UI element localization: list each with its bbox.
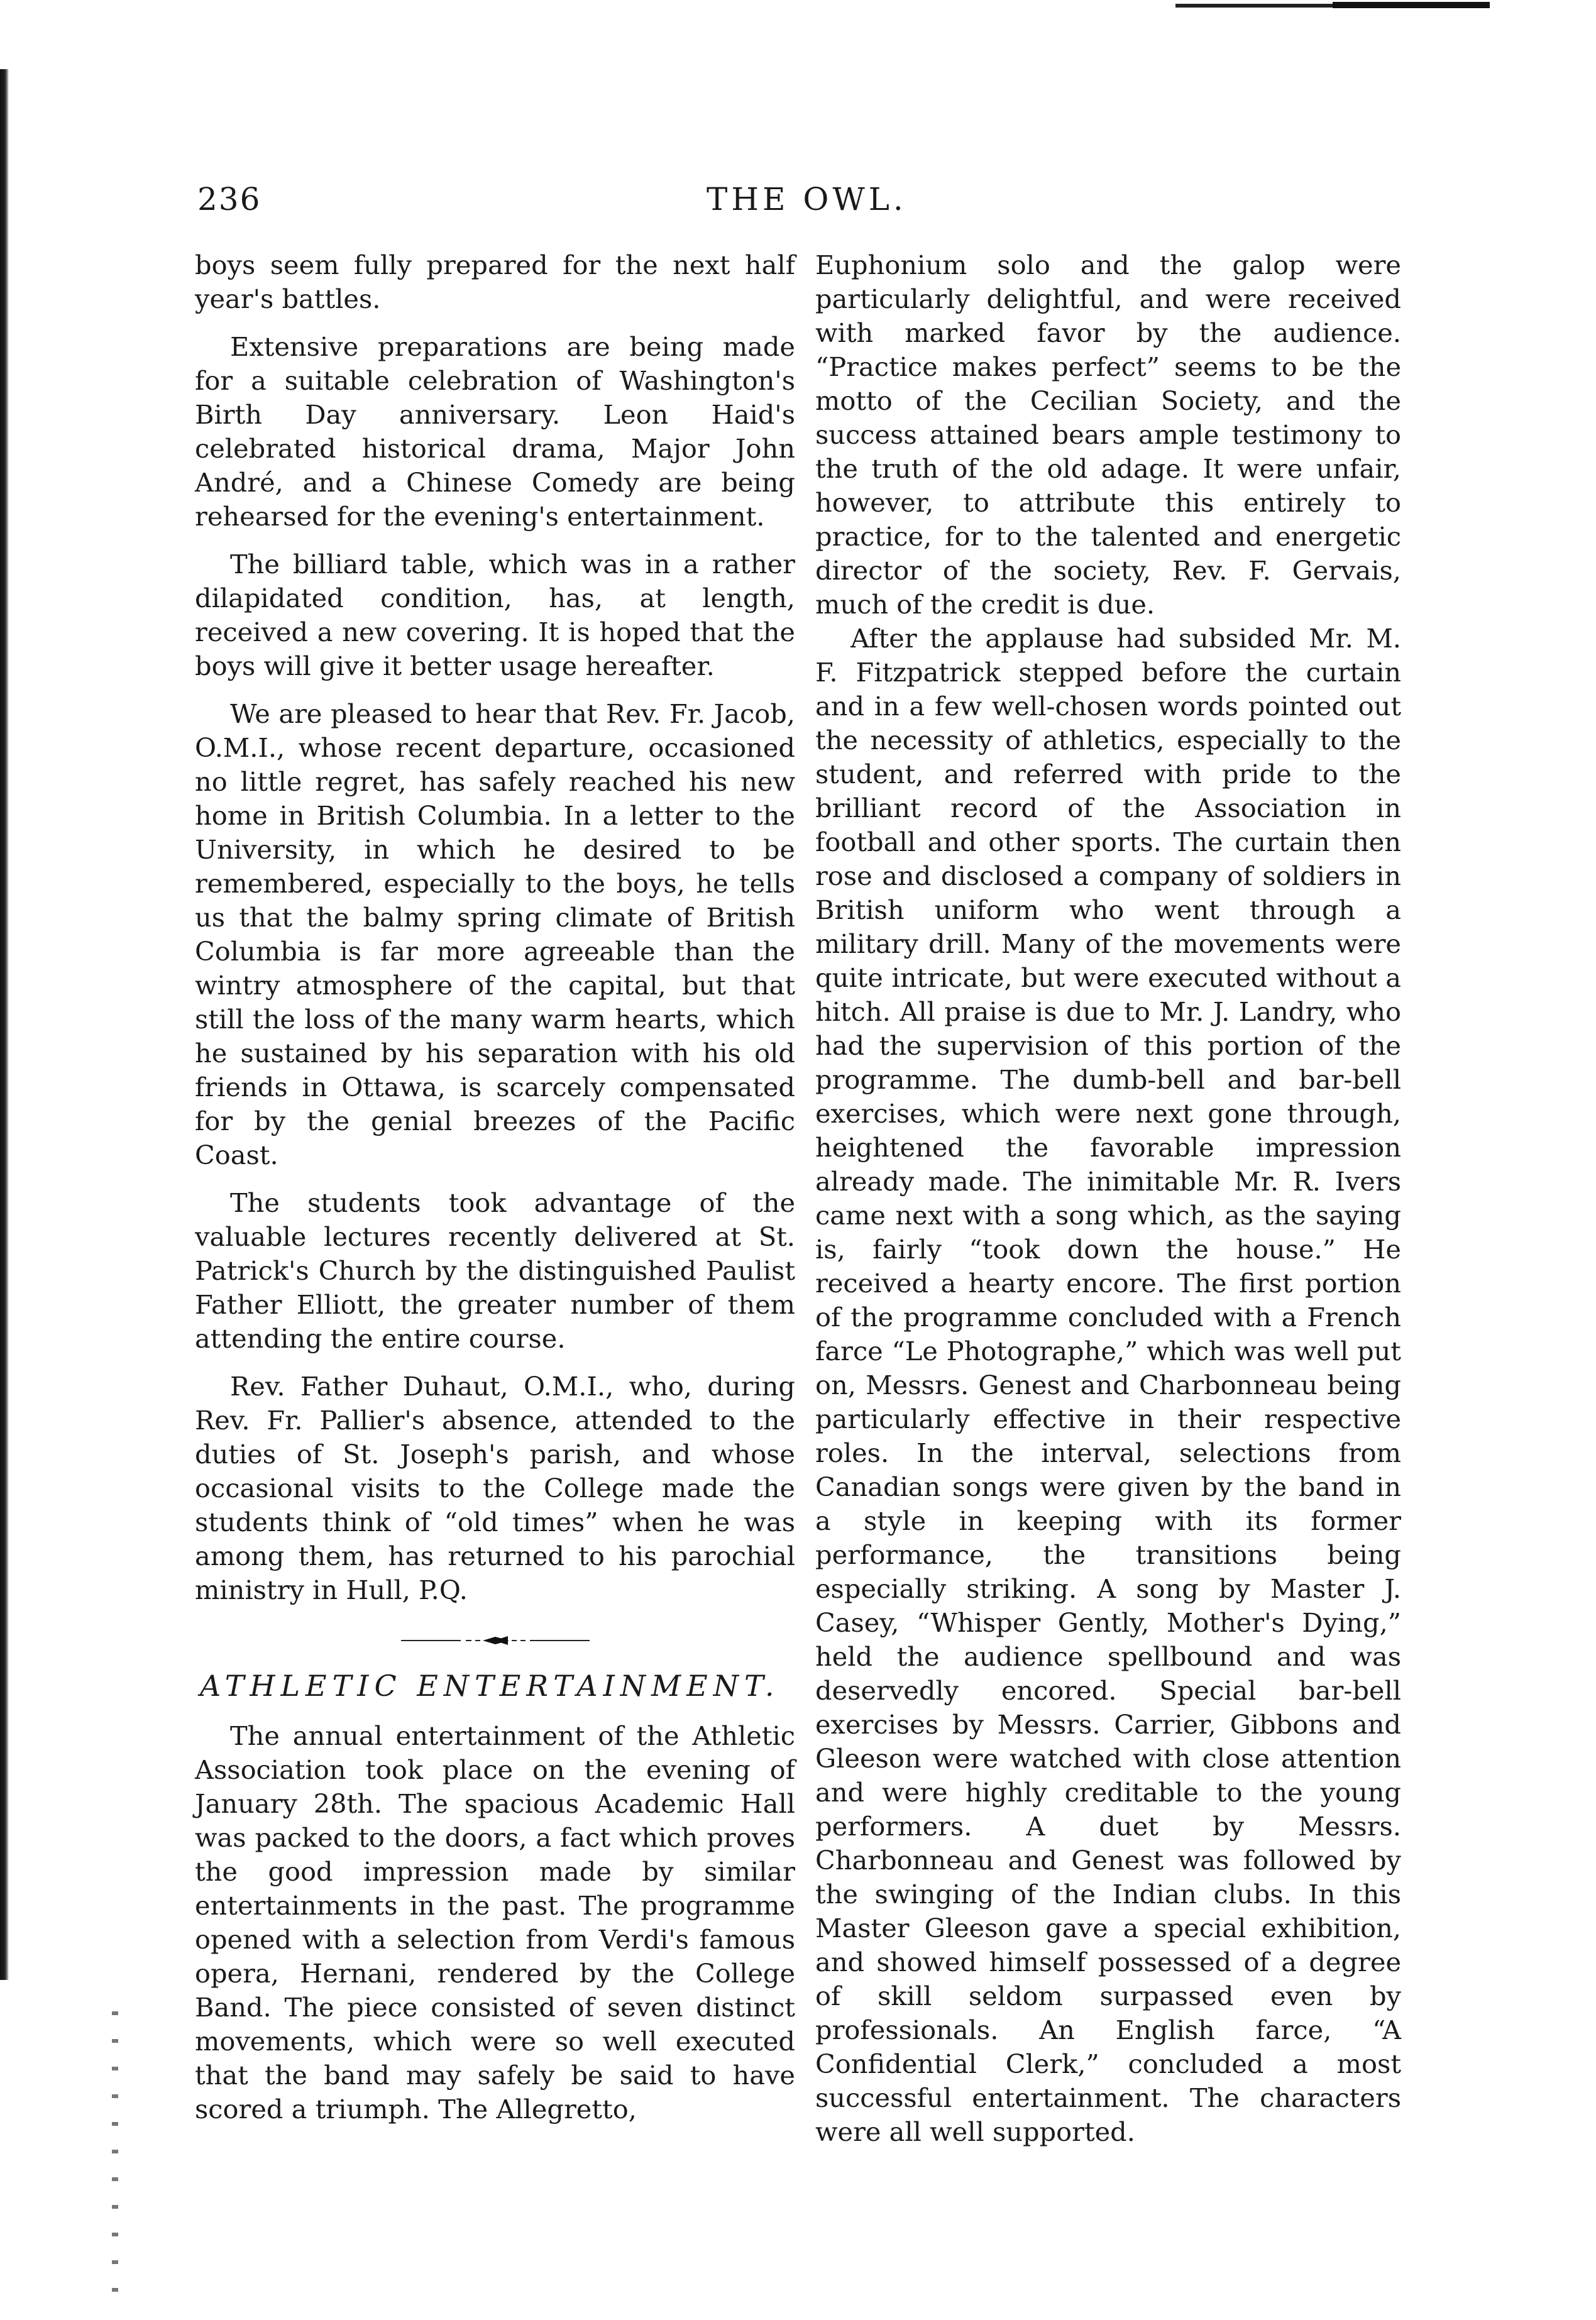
section-divider-ornament xyxy=(195,1636,795,1645)
page-header xyxy=(197,181,1404,225)
paragraph-father-duhaut: Rev. Father Duhaut, O.M.I., who, during Rev. Fr. Pallier's absence, attended to the duties of St. Joseph's parish, and whose occasional visits to the College made the students think of “old times” when he was among them, has returned to his parochial ministry in Hull, P.Q. xyxy=(195,1371,795,1605)
paragraph-washington-birthday: Extensive preparations are being made for a suitable celebration of Washington's Birth Day anniversary. Leon Haid's celebrated historical drama, Major John André, and a Chinese Comedy are being rehearsed for the evening's entertainment. xyxy=(195,331,795,532)
paragraph-father-elliott: The students took advantage of the valuable lectures recently delivered at St. Patrick's Church by the distinguished Paulist Father Elliott, the greater number of them attending the entire course. xyxy=(195,1187,795,1354)
left-column xyxy=(195,248,795,2140)
paragraph-fr-jacob: We are pleased to hear that Rev. Fr. Jacob, O.M.I., whose recent departure, occasioned no little regret, has safely reached his new home in British Columbia. In a letter to the University, in which he desired to be remembered, especially to the boys, he tells us that the balmy spring climate of British Columbia is far more agreeable than the wintry atmosphere of the capital, but that still the loss of the many warm hearts, which he sustained by his separation with his old friends in Ottawa, is scarcely compensated for by the genial breezes of the Pacific Coast. xyxy=(195,698,795,1170)
running-title: THE OWL. xyxy=(707,181,907,217)
paragraph-billiard-table: The billiard table, which was in a rather dilapidated condition, has, at length, received a new covering. It is hoped that the boys will give it better usage hereafter. xyxy=(195,549,795,681)
page-number: 236 xyxy=(197,181,261,217)
page-binding-edge xyxy=(0,69,9,1980)
paragraph-continued: boys seem fully prepared for the next half year's battles. xyxy=(195,250,795,314)
right-column xyxy=(815,248,1401,2149)
page-edge-specks xyxy=(112,2011,118,2294)
paragraph-programme: After the applause had subsided Mr. M. F. Fitzpatrick stepped before the curtain and in a few well-chosen words pointed out the necessity of athletics, especially to the student, and referred with pride to the brilliant record of the Association in football and other sports. The curtain then rose and disclosed a company of soldiers in British uniform who went through a military drill. Many of the movements were quite intricate, but were executed without a hitch. All praise is due to Mr. J. Landry, who had the supervision of this portion of the programme. The dumb-bell and bar-bell exercises, which were next gone through, heightened the favorable impression already made. The inimitable Mr. R. Ivers came next with a song which, as the saying is, fairly “took down the house.” He received a hearty encore. The first portion of the programme concluded with a French farce “Le Photographe,” which was well put on, Messrs. Genest and Charbonneau being particularly effective in their respective roles. In the interval, selections from Canadian songs were given by the band in a style in keeping with its former performance, the transitions being especially striking. A song by Master J. Casey, “Whisper Gently, Mother's Dying,” held the audience spellbound and was deservedly encored. Special bar-bell exercises by Messrs. Carrier, Gibbons and Gleeson were watched with close attention and were highly creditable to the young performers. A duet by Messrs. Charbonneau and Genest was followed by the swinging of the Indian clubs. In this Master Gleeson gave a special exhibition, and showed himself possessed of a degree of skill seldom surpassed even by professionals. An English farce, “A Confidential Clerk,” concluded a most successful entertainment. The characters were all well supported. xyxy=(815,623,1401,2147)
paragraph-euphonium: Euphonium solo and the galop were particularly delightful, and were received with marked favor by the audience. “Practice makes perfect” seems to be the motto of the Cecilian Society, and the success attained bears ample testimony to the truth of the old adage. It were unfair, however, to attribute this entirely to practice, for to the talented and energetic director of the society, Rev. F. Gervais, much of the credit is due. xyxy=(815,250,1401,620)
paragraph-athletic-entertainment: The annual entertainment of the Athletic Association took place on the evening of January 28th. The spacious Academic Hall was packed to the doors, a fact which proves the good impression made by similar entertainments in the past. The programme opened with a selection from Verdi's famous opera, Hernani, rendered by the College Band. The piece consisted of seven distinct movements, which were so well executed that the band may safely be said to have scored a triumph. The Allegretto, xyxy=(195,1720,795,2125)
section-heading: ATHLETIC ENTERTAINMENT. xyxy=(200,1669,780,1703)
top-edge-rule-thick xyxy=(1333,2,1490,8)
